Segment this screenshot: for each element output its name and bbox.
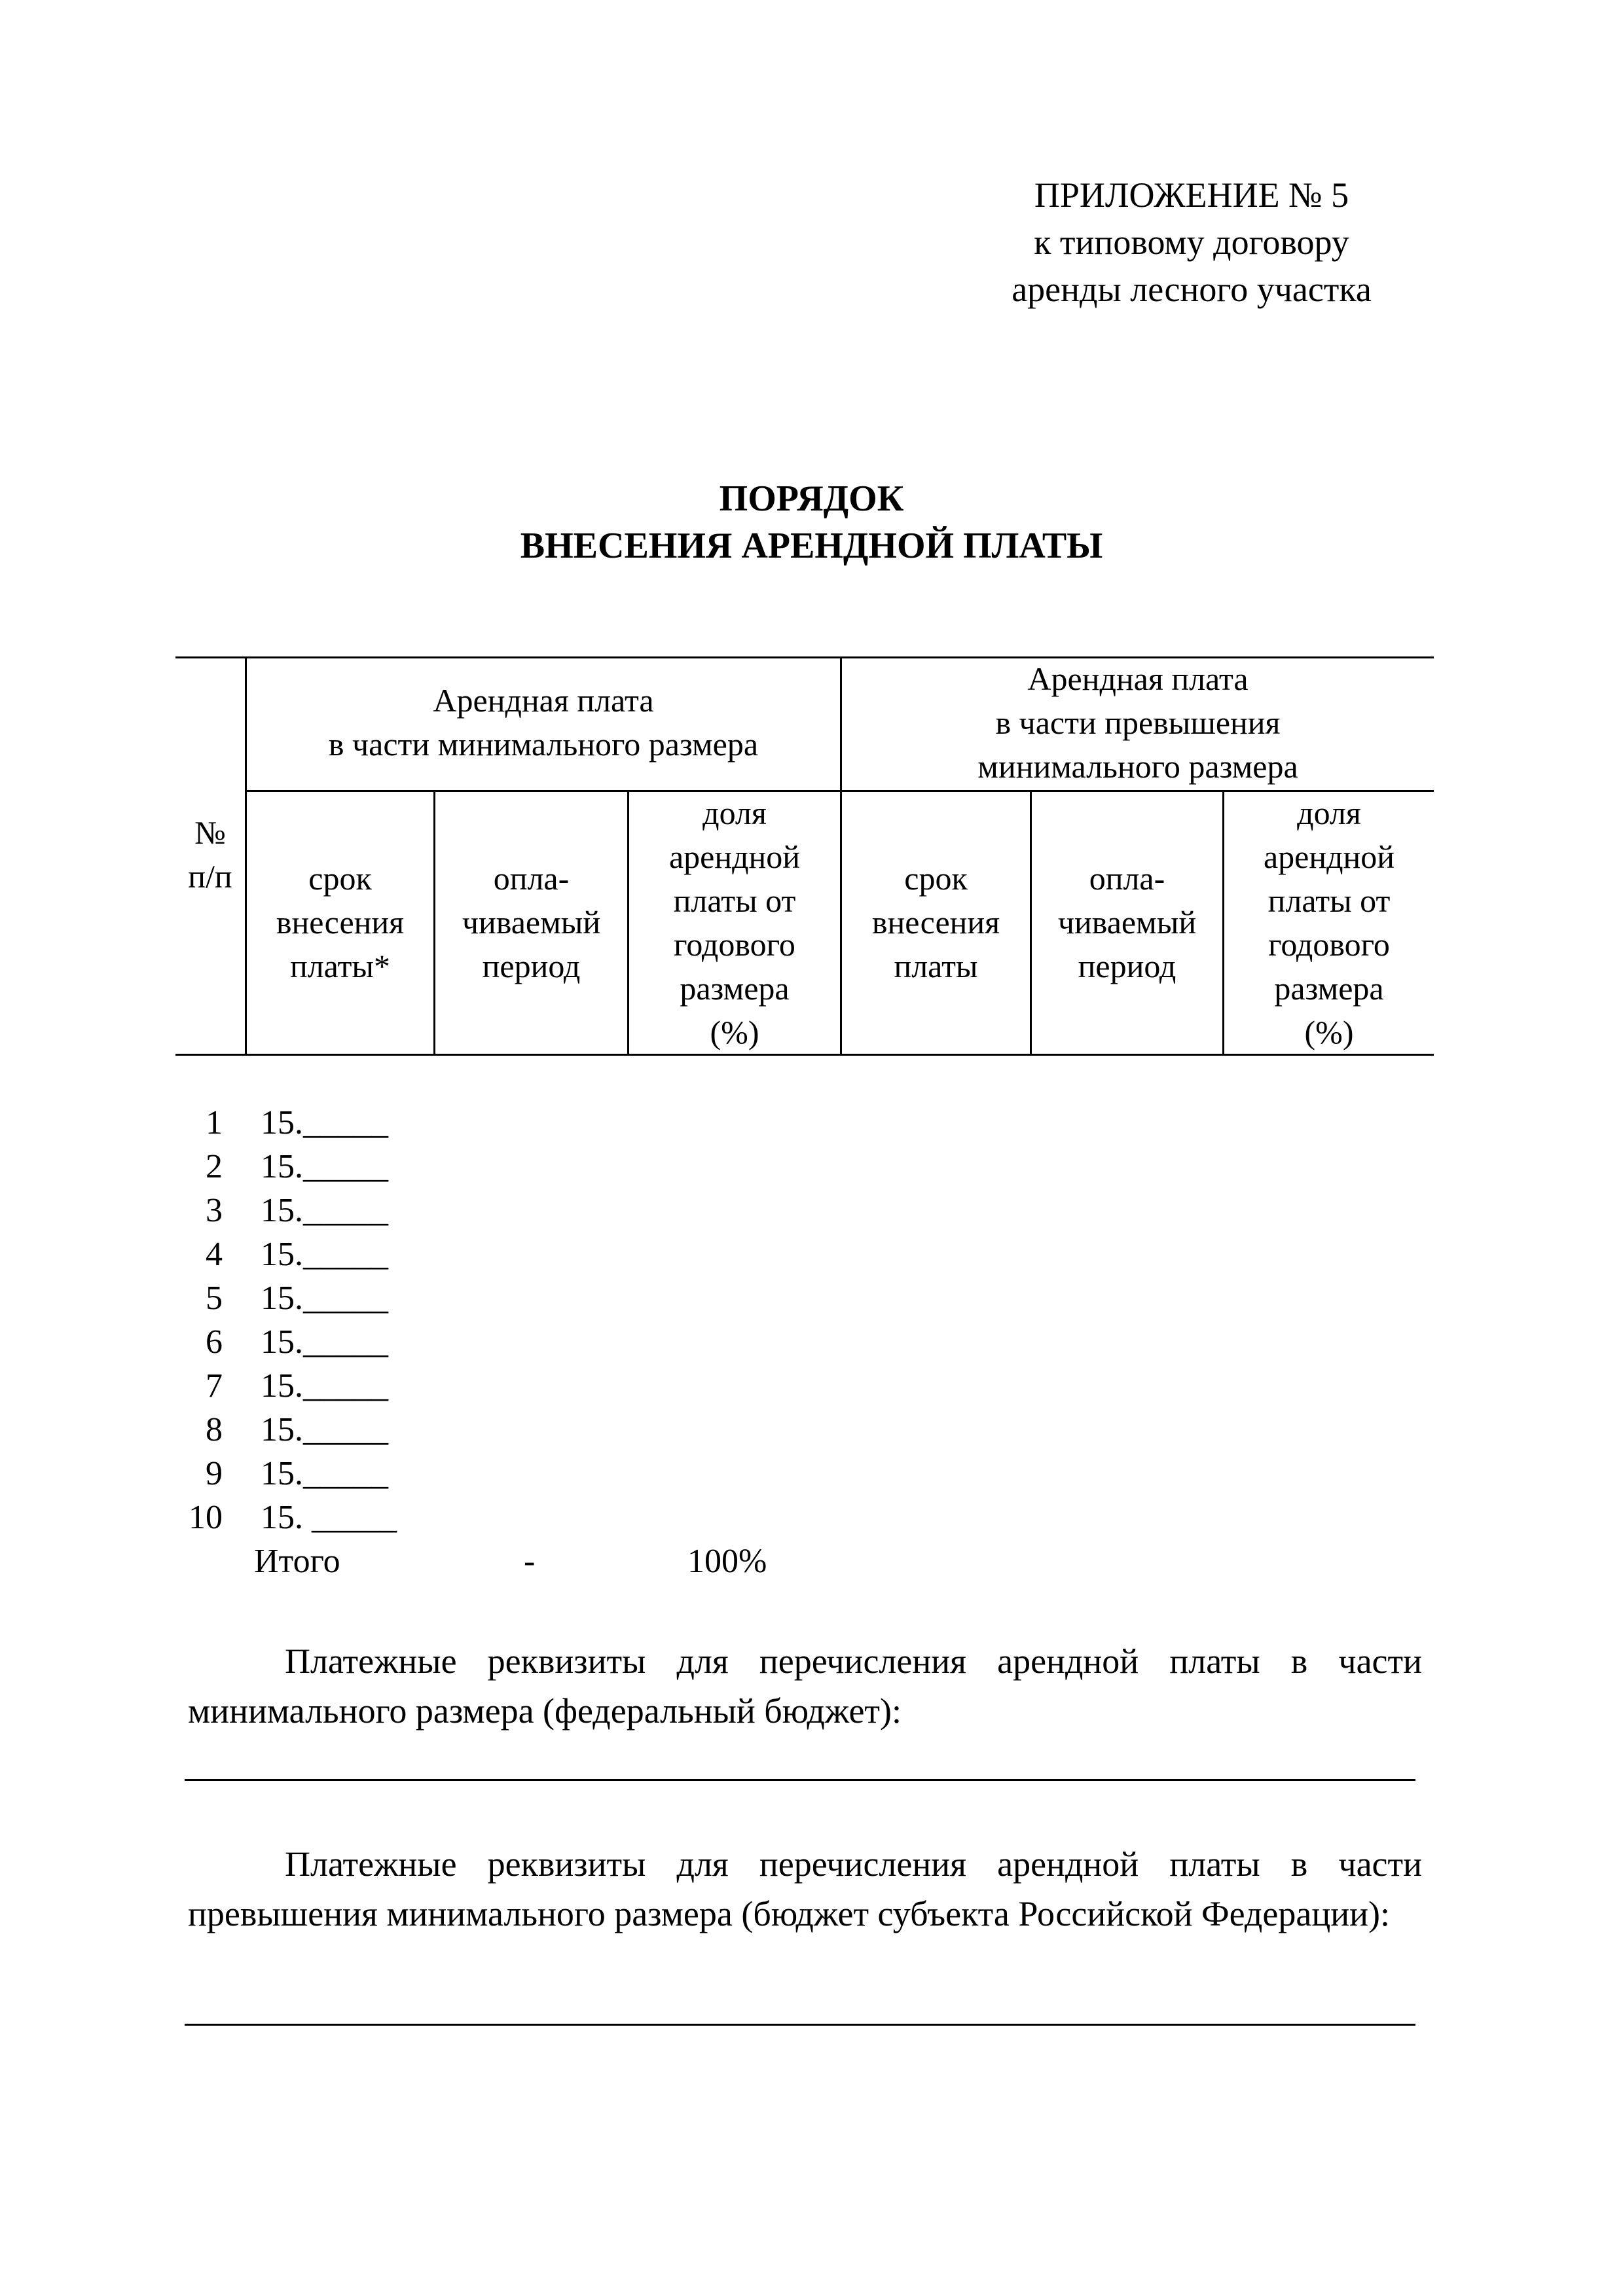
header-excess-period: опла- чиваемый период — [1057, 860, 1197, 984]
requisites-federal: Платежные реквизиты для перечисления арендной платы в части минимального размера (федеральный бюджет): — [188, 1641, 1422, 1731]
header-min-period: опла- чиваемый период — [462, 860, 601, 984]
total-dash: - — [524, 1543, 536, 1580]
appendix-subtitle: к типовому договору — [1034, 223, 1349, 262]
title-line-2: ВНЕСЕНИЯ АРЕНДНОЙ ПЛАТЫ — [520, 526, 1103, 566]
appendix-number: ПРИЛОЖЕНИЕ № 5 — [1034, 175, 1349, 215]
requisites-regional: Платежные реквизиты для перечисления арендной платы в части превышения минимального размера (бюджет субъекта Российской Федерации): — [188, 1844, 1422, 1933]
document-title — [0, 475, 1623, 569]
appendix-subtitle-2: аренды лесного участка — [1012, 270, 1372, 309]
total-label: Итого — [254, 1543, 340, 1580]
total-percent: 100% — [687, 1543, 767, 1580]
header-excess-term: срок внесения платы — [871, 860, 1000, 984]
header-group-excess: Арендная плата в части превышения минимального размера — [977, 660, 1298, 785]
header-min-term: срок внесения платы* — [276, 860, 405, 984]
title-line-1: ПОРЯДОК — [719, 478, 904, 519]
header-group-minimal: Арендная плата в части минимального размера — [328, 682, 759, 762]
requisites-federal-line — [185, 1779, 1415, 1781]
requisites-regional-line — [185, 2024, 1415, 2026]
appendix-header — [956, 171, 1427, 313]
header-row-number: № п/п — [188, 814, 232, 895]
header-min-share: доля арендной платы от годового размера (%) — [668, 795, 801, 1050]
header-excess-share: доля арендной платы от годового размера (%) — [1263, 795, 1395, 1050]
